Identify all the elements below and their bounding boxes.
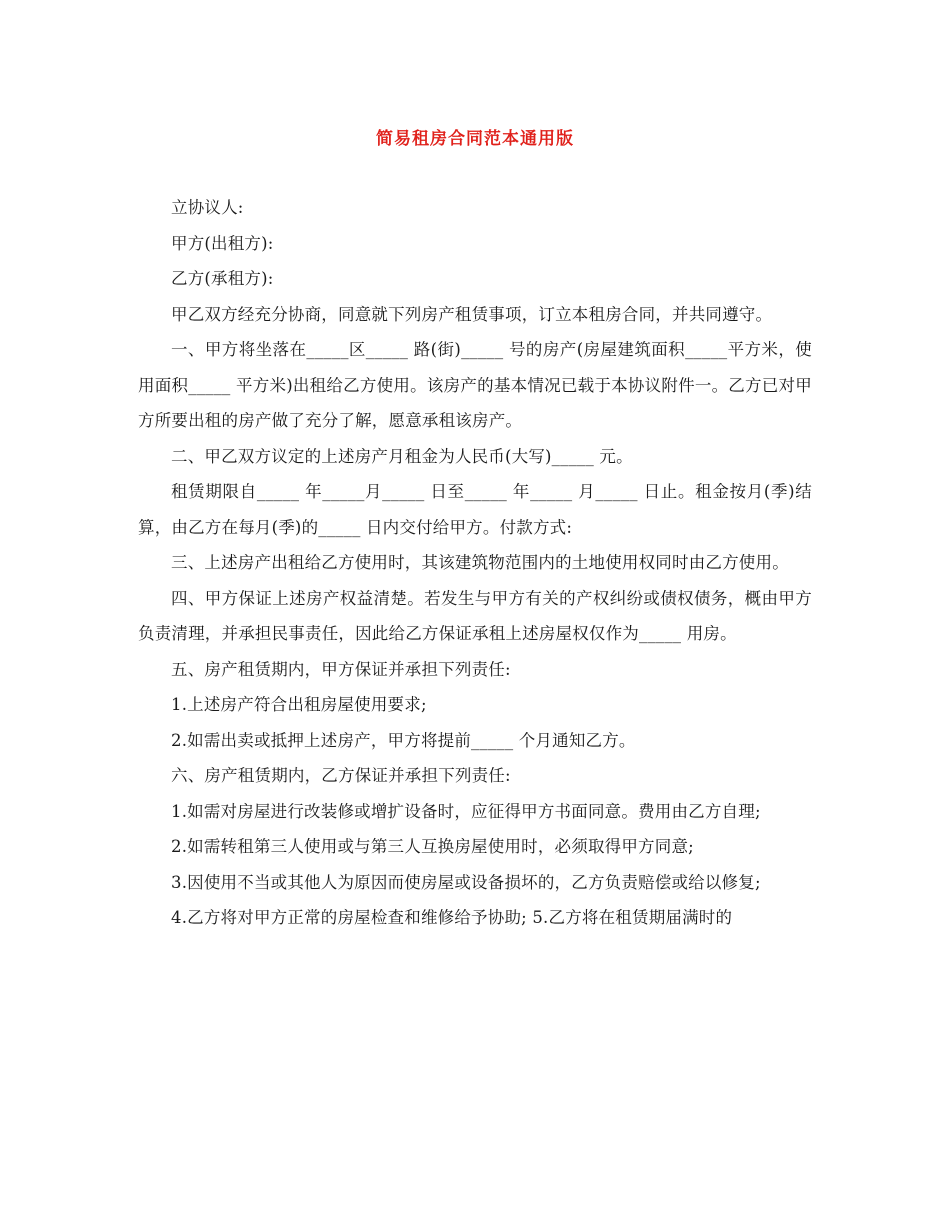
paragraph-clause-4: 四、甲方保证上述房产权益清楚。若发生与甲方有关的产权纠纷或债权债务，概由甲方负责清理，并承担民事责任，因此给乙方保证承租上述房屋权仅作为_____ 用房。 — [138, 588, 812, 643]
paragraph-lease-term: 租赁期限自_____ 年_____月_____ 日至_____ 年_____ 月_____ 日止。租金按月(季)结算，由乙方在每月(季)的_____ 日内交付给甲方。付款方式: — [138, 482, 812, 537]
paragraph-clause-2: 二、甲乙双方议定的上述房产月租金为人民币(大写)_____ 元。 — [171, 446, 633, 466]
paragraph-clause-6-item-1: 1.如需对房屋进行改装修或增扩设备时，应征得甲方书面同意。费用由乙方自理; — [171, 801, 761, 821]
paragraph-clause-3: 三、上述房产出租给乙方使用时，其该建筑物范围内的土地使用权同时由乙方使用。 — [171, 553, 789, 572]
document-title: 简易租房合同范本通用版 — [376, 129, 574, 149]
paragraph-clause-1: 一、甲方将坐落在_____区_____ 路(街)_____ 号的房产(房屋建筑面积_____平方米，使用面积_____ 平方米)出租给乙方使用。该房产的基本情况已载于本协议附件一。乙方已对甲方所要出租的房产做了充分了解，愿意承租该房产。 — [138, 340, 812, 430]
paragraph-party-a: 甲方(出租方): — [171, 233, 274, 253]
paragraph-clause-6: 六、房产租赁期内，乙方保证并承担下列责任: — [171, 766, 511, 785]
paragraph-clause-5-item-1: 1.上述房产符合出租房屋使用要求; — [171, 695, 427, 714]
paragraph-clause-6-item-2: 2.如需转租第三人使用或与第三人互换房屋使用时，必须取得甲方同意; — [171, 837, 694, 856]
paragraph-preamble: 甲乙双方经充分协商，同意就下列房产租赁事项，订立本租房合同，并共同遵守。 — [171, 304, 773, 324]
paragraph-parties-header: 立协议人: — [171, 198, 244, 217]
document-body — [138, 190, 812, 936]
paragraph-clause-5: 五、房产租赁期内，甲方保证并承担下列责任: — [171, 659, 511, 679]
paragraph-clause-6-item-4-5: 4.乙方将对甲方正常的房屋检查和维修给予协助; 5.乙方将在租赁期届满时的 — [171, 908, 733, 927]
paragraph-clause-6-item-3: 3.因使用不当或其他人为原因而使房屋或设备损坏的，乙方负责赔偿或给以修复; — [171, 872, 761, 892]
paragraph-clause-5-item-2: 2.如需出卖或抵押上述房产，甲方将提前_____ 个月通知乙方。 — [171, 730, 636, 750]
paragraph-party-b: 乙方(承租方): — [171, 269, 274, 288]
